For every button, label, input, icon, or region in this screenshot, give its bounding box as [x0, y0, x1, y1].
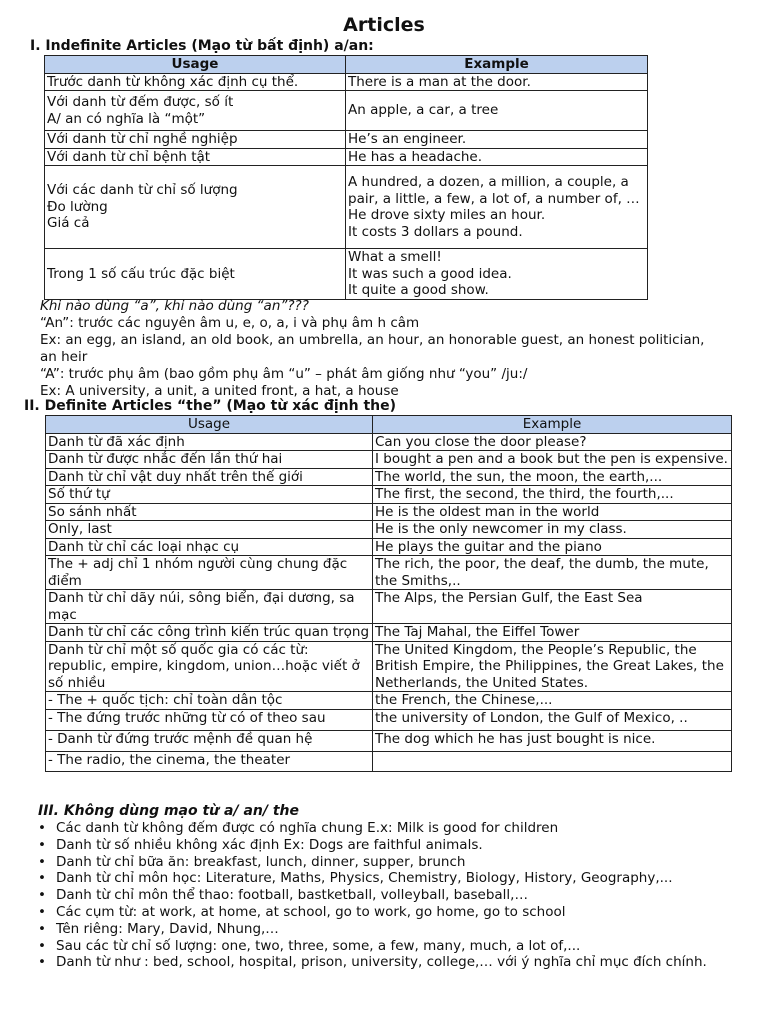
header-usage: Usage: [46, 416, 373, 434]
list-item-text: Các cụm từ: at work, at home, at school, go to work, go home, go to school: [56, 903, 566, 920]
usage-cell: Trong 1 số cấu trúc đặc biệt: [45, 249, 346, 300]
table-row: [45, 166, 648, 249]
list-item: [36, 887, 707, 904]
table-row: [46, 538, 732, 556]
example-cell: the French, the Chinese,...: [373, 692, 732, 710]
table-row: [46, 433, 732, 451]
bullet-icon: •: [38, 937, 46, 954]
usage-cell: So sánh nhất: [46, 503, 373, 521]
table-header-row: [45, 56, 648, 74]
example-cell: He plays the guitar and the piano: [373, 538, 732, 556]
list-item: [36, 921, 707, 938]
note-a-rule: “A”: trước phụ âm (bao gồm phụ âm “u” – phát âm giống như “you” /ju:/: [40, 365, 528, 382]
example-cell: [373, 751, 732, 771]
list-item: [36, 854, 707, 871]
header-example: Example: [346, 56, 648, 74]
table-row: [45, 148, 648, 166]
section-3-heading: III. Không dùng mạo từ a/ an/ the: [38, 803, 300, 819]
note-a-examples: Ex: A university, a unit, a united front, a hat, a house: [40, 382, 399, 399]
bullet-icon: •: [38, 836, 46, 853]
table-row: [46, 521, 732, 539]
bullet-icon: •: [38, 920, 46, 937]
list-item-text: Danh từ như : bed, school, hospital, prison, university, college,… với ý nghĩa chỉ mục đích chính.: [56, 954, 707, 971]
header-usage: Usage: [45, 56, 346, 74]
table-row: [46, 709, 732, 730]
table-row: [45, 249, 648, 300]
usage-cell: Only, last: [46, 521, 373, 539]
example-cell: The Taj Mahal, the Eiffel Tower: [373, 624, 732, 642]
page-title: Articles: [343, 14, 425, 36]
bullet-icon: •: [38, 820, 46, 836]
table-row: [46, 556, 732, 590]
example-cell: The world, the sun, the moon, the earth,...: [373, 468, 732, 486]
table-row: [45, 73, 648, 91]
table-row: [46, 641, 732, 692]
table-row: [46, 751, 732, 771]
header-example: Example: [373, 416, 732, 434]
usage-cell: Với danh từ đếm được, số ít A/ an có nghĩa là “một”: [45, 91, 346, 131]
table-header-row: [46, 416, 732, 434]
list-item-text: Danh từ chỉ môn thể thao: football, bastketball, volleyball, baseball,…: [56, 887, 528, 904]
example-cell: He’s an engineer.: [346, 131, 648, 149]
note-an-examples-cont: an heir: [40, 348, 88, 365]
example-cell: The rich, the poor, the deaf, the dumb, the mute, the Smiths,..: [373, 556, 732, 590]
usage-cell: Trước danh từ không xác định cụ thể.: [45, 73, 346, 91]
usage-cell: Danh từ chỉ một số quốc gia có các từ: republic, empire, kingdom, union…hoặc viết ở số nhiều: [46, 641, 373, 692]
list-item-text: Danh từ chỉ bữa ăn: breakfast, lunch, dinner, supper, brunch: [56, 853, 466, 870]
usage-cell: Với các danh từ chỉ số lượng Đo lường Giá cả: [45, 166, 346, 249]
table-row: [46, 590, 732, 624]
table-row: [46, 692, 732, 710]
example-cell: There is a man at the door.: [346, 73, 648, 91]
list-item: [36, 954, 707, 971]
no-article-list: [36, 820, 707, 971]
example-cell: He is the only newcomer in my class.: [373, 521, 732, 539]
example-cell: An apple, a car, a tree: [346, 91, 648, 131]
bullet-icon: •: [38, 870, 46, 887]
example-cell: The Alps, the Persian Gulf, the East Sea: [373, 590, 732, 624]
section-2-heading: II. Definite Articles “the” (Mạo từ xác định the): [24, 398, 397, 414]
usage-cell: Danh từ được nhắc đến lần thứ hai: [46, 451, 373, 469]
table-row: [45, 131, 648, 149]
usage-cell: Danh từ chỉ vật duy nhất trên thế giới: [46, 468, 373, 486]
list-item-text: Danh từ số nhiều không xác định Ex: Dogs are faithful animals.: [56, 836, 483, 853]
bullet-icon: •: [38, 853, 46, 870]
usage-cell: Danh từ đã xác định: [46, 433, 373, 451]
table-row: [46, 486, 732, 504]
example-cell: Can you close the door please?: [373, 433, 732, 451]
example-cell: He is the oldest man in the world: [373, 503, 732, 521]
table-row: [46, 624, 732, 642]
usage-cell: The + adj chỉ 1 nhóm người cùng chung đặc điểm: [46, 556, 373, 590]
note-an-examples: Ex: an egg, an island, an old book, an umbrella, an hour, an honorable guest, an honest politician,: [40, 331, 705, 348]
table-row: [45, 91, 648, 131]
note-an-rule: “An”: trước các nguyên âm u, e, o, a, i và phụ âm h câm: [40, 314, 420, 331]
list-item-text: Các danh từ không đếm được có nghĩa chung E.x: Milk is good for children: [56, 820, 559, 836]
usage-cell: - The đứng trước những từ có of theo sau: [46, 709, 373, 730]
article-choice-notes: [40, 298, 740, 399]
list-item-text: Tên riêng: Mary, David, Nhung,…: [56, 920, 279, 937]
list-item: [36, 904, 707, 921]
table-row: [46, 503, 732, 521]
example-cell: A hundred, a dozen, a million, a couple, a pair, a little, a few, a lot of, a number of, … He drove sixty miles an hour. It costs 3 dollars a pound.: [346, 166, 648, 249]
list-item-text: Danh từ chỉ môn học: Literature, Maths, Physics, Chemistry, Biology, History, Geography,...: [56, 870, 673, 887]
list-item-text: Sau các từ chỉ số lượng: one, two, three, some, a few, many, much, a lot of,...: [56, 937, 581, 954]
example-cell: The dog which he has just bought is nice.: [373, 730, 732, 751]
example-cell: the university of London, the Gulf of Mexico, ..: [373, 709, 732, 730]
example-cell: I bought a pen and a book but the pen is expensive.: [373, 451, 732, 469]
list-item: [36, 870, 707, 887]
section-1-heading: I. Indefinite Articles (Mạo từ bất định) a/an:: [30, 38, 374, 54]
list-item: [36, 820, 707, 837]
usage-cell: Danh từ chỉ các loại nhạc cụ: [46, 538, 373, 556]
example-cell: The first, the second, the third, the fourth,...: [373, 486, 732, 504]
definite-articles-table: [45, 415, 732, 772]
bullet-icon: •: [38, 887, 46, 904]
example-cell: The United Kingdom, the People’s Republic, the British Empire, the Philippines, the Great Lakes, the Netherlands, the United States.: [373, 641, 732, 692]
usage-cell: - The + quốc tịch: chỉ toàn dân tộc: [46, 692, 373, 710]
note-question: Khi nào dùng “a”, khi nào dùng “an”???: [40, 298, 309, 314]
example-cell: He has a headache.: [346, 148, 648, 166]
indefinite-articles-table: [44, 55, 648, 300]
table-row: [46, 468, 732, 486]
example-cell: What a smell! It was such a good idea. It quite a good show.: [346, 249, 648, 300]
usage-cell: Với danh từ chỉ nghề nghiệp: [45, 131, 346, 149]
usage-cell: Với danh từ chỉ bệnh tật: [45, 148, 346, 166]
bullet-icon: •: [38, 903, 46, 920]
usage-cell: - Danh từ đứng trước mệnh đề quan hệ: [46, 730, 373, 751]
table-row: [46, 451, 732, 469]
list-item: [36, 938, 707, 955]
list-item: [36, 837, 707, 854]
usage-cell: Danh từ chỉ các công trình kiến trúc quan trọng: [46, 624, 373, 642]
table-row: [46, 730, 732, 751]
usage-cell: - The radio, the cinema, the theater: [46, 751, 373, 771]
usage-cell: Số thứ tự: [46, 486, 373, 504]
usage-cell: Danh từ chỉ dãy núi, sông biển, đại dương, sa mạc: [46, 590, 373, 624]
bullet-icon: •: [38, 954, 46, 971]
